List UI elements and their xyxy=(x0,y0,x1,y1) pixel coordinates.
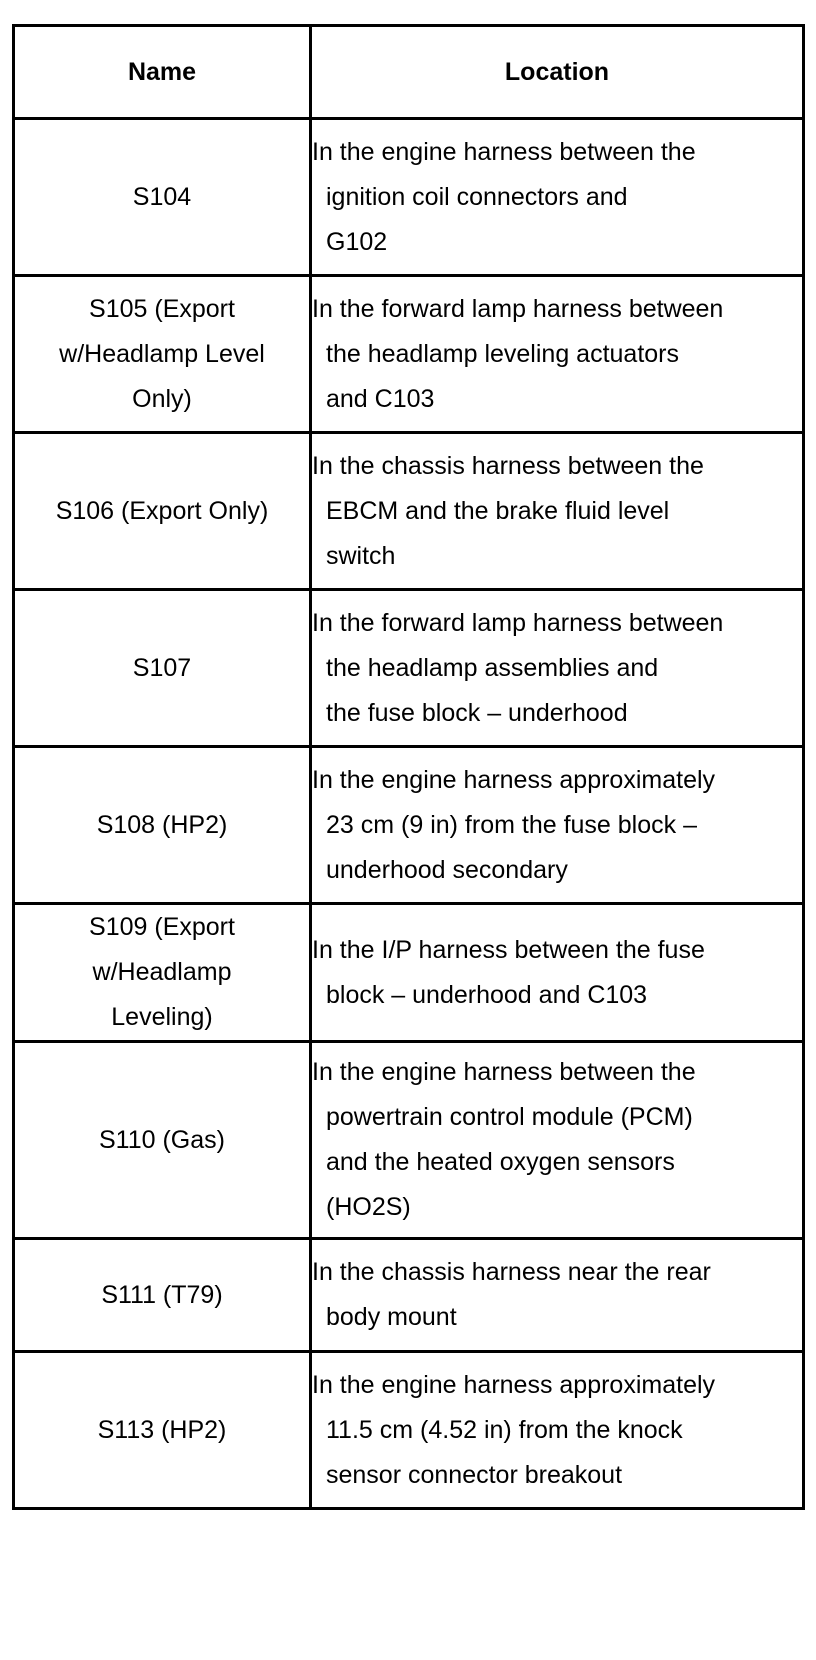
location-line: In the forward lamp harness between xyxy=(312,608,724,637)
splice-name-line: S111 (T79) xyxy=(101,1280,223,1309)
splice-location-cell xyxy=(311,747,804,904)
splice-name-line: w/Headlamp xyxy=(92,958,232,986)
location-line: and C103 xyxy=(326,384,435,413)
splice-name-cell xyxy=(14,1042,311,1239)
location-line: the headlamp leveling actuators xyxy=(326,339,680,368)
splice-name-line: S108 (HP2) xyxy=(96,810,228,839)
splice-name-line: S105 (Export xyxy=(89,294,235,323)
header-row xyxy=(14,26,804,119)
splice-location-cell xyxy=(311,590,804,747)
splice-name-line: S106 (Export Only) xyxy=(55,496,269,525)
table-row xyxy=(14,1239,804,1352)
location-line: ignition coil connectors and xyxy=(326,182,628,211)
table-row xyxy=(14,119,804,276)
location-line: In the forward lamp harness between xyxy=(312,294,724,323)
location-line: the headlamp assemblies and xyxy=(326,653,659,682)
splice-location-table xyxy=(12,24,805,1510)
location-line: In the engine harness approximately xyxy=(312,765,716,794)
table-row xyxy=(14,590,804,747)
splice-name-cell xyxy=(14,590,311,747)
splice-location-cell xyxy=(311,1042,804,1239)
splice-name-line: w/Headlamp Level xyxy=(59,339,265,368)
location-line: powertrain control module (PCM) xyxy=(326,1103,693,1131)
location-line: body mount xyxy=(326,1303,457,1331)
splice-name-line: Only) xyxy=(132,384,192,413)
splice-name-line: S113 (HP2) xyxy=(97,1415,227,1444)
header-location: Location xyxy=(311,26,804,119)
splice-name-cell xyxy=(14,119,311,276)
splice-location-cell xyxy=(311,276,804,433)
splice-name-line: Leveling) xyxy=(111,1003,213,1031)
splice-name-cell xyxy=(14,433,311,590)
location-line: and the heated oxygen sensors xyxy=(326,1148,675,1176)
table-row xyxy=(14,276,804,433)
location-line: EBCM and the brake fluid level xyxy=(326,496,670,525)
location-line: In the engine harness between the xyxy=(312,1058,696,1086)
location-line: G102 xyxy=(326,227,388,256)
location-line: (HO2S) xyxy=(326,1193,411,1221)
splice-name-cell xyxy=(14,1352,311,1509)
splice-location-cell xyxy=(311,1352,804,1509)
splice-name-line: S110 (Gas) xyxy=(99,1125,225,1154)
splice-name-line: S109 (Export xyxy=(89,913,235,941)
splice-name-cell xyxy=(14,1239,311,1352)
splice-name-line: S107 xyxy=(132,653,192,682)
splice-name-line: S104 xyxy=(132,182,192,211)
location-line: the fuse block – underhood xyxy=(326,698,628,727)
table-row xyxy=(14,1352,804,1509)
splice-name-cell xyxy=(14,904,311,1042)
location-line: sensor connector breakout xyxy=(326,1460,623,1489)
location-line: In the I/P harness between the fuse xyxy=(312,935,705,964)
location-line: In the engine harness approximately xyxy=(312,1370,716,1399)
table-row xyxy=(14,433,804,590)
header-name: Name xyxy=(14,26,311,119)
table-body xyxy=(14,119,804,1509)
location-line: 11.5 cm (4.52 in) from the knock xyxy=(326,1415,683,1444)
table-row xyxy=(14,747,804,904)
location-line: underhood secondary xyxy=(326,855,568,884)
location-line: In the chassis harness between the xyxy=(312,451,704,480)
splice-location-cell xyxy=(311,433,804,590)
splice-name-cell xyxy=(14,276,311,433)
location-line: In the engine harness between the xyxy=(312,137,696,166)
table-row xyxy=(14,904,804,1042)
splice-location-cell xyxy=(311,119,804,276)
location-line: In the chassis harness near the rear xyxy=(312,1258,711,1286)
splice-location-cell xyxy=(311,1239,804,1352)
location-line: switch xyxy=(326,541,396,570)
splice-location-cell xyxy=(311,904,804,1042)
splice-name-cell xyxy=(14,747,311,904)
location-line: 23 cm (9 in) from the fuse block – xyxy=(326,810,697,839)
table-row xyxy=(14,1042,804,1239)
location-line: block – underhood and C103 xyxy=(326,980,648,1009)
